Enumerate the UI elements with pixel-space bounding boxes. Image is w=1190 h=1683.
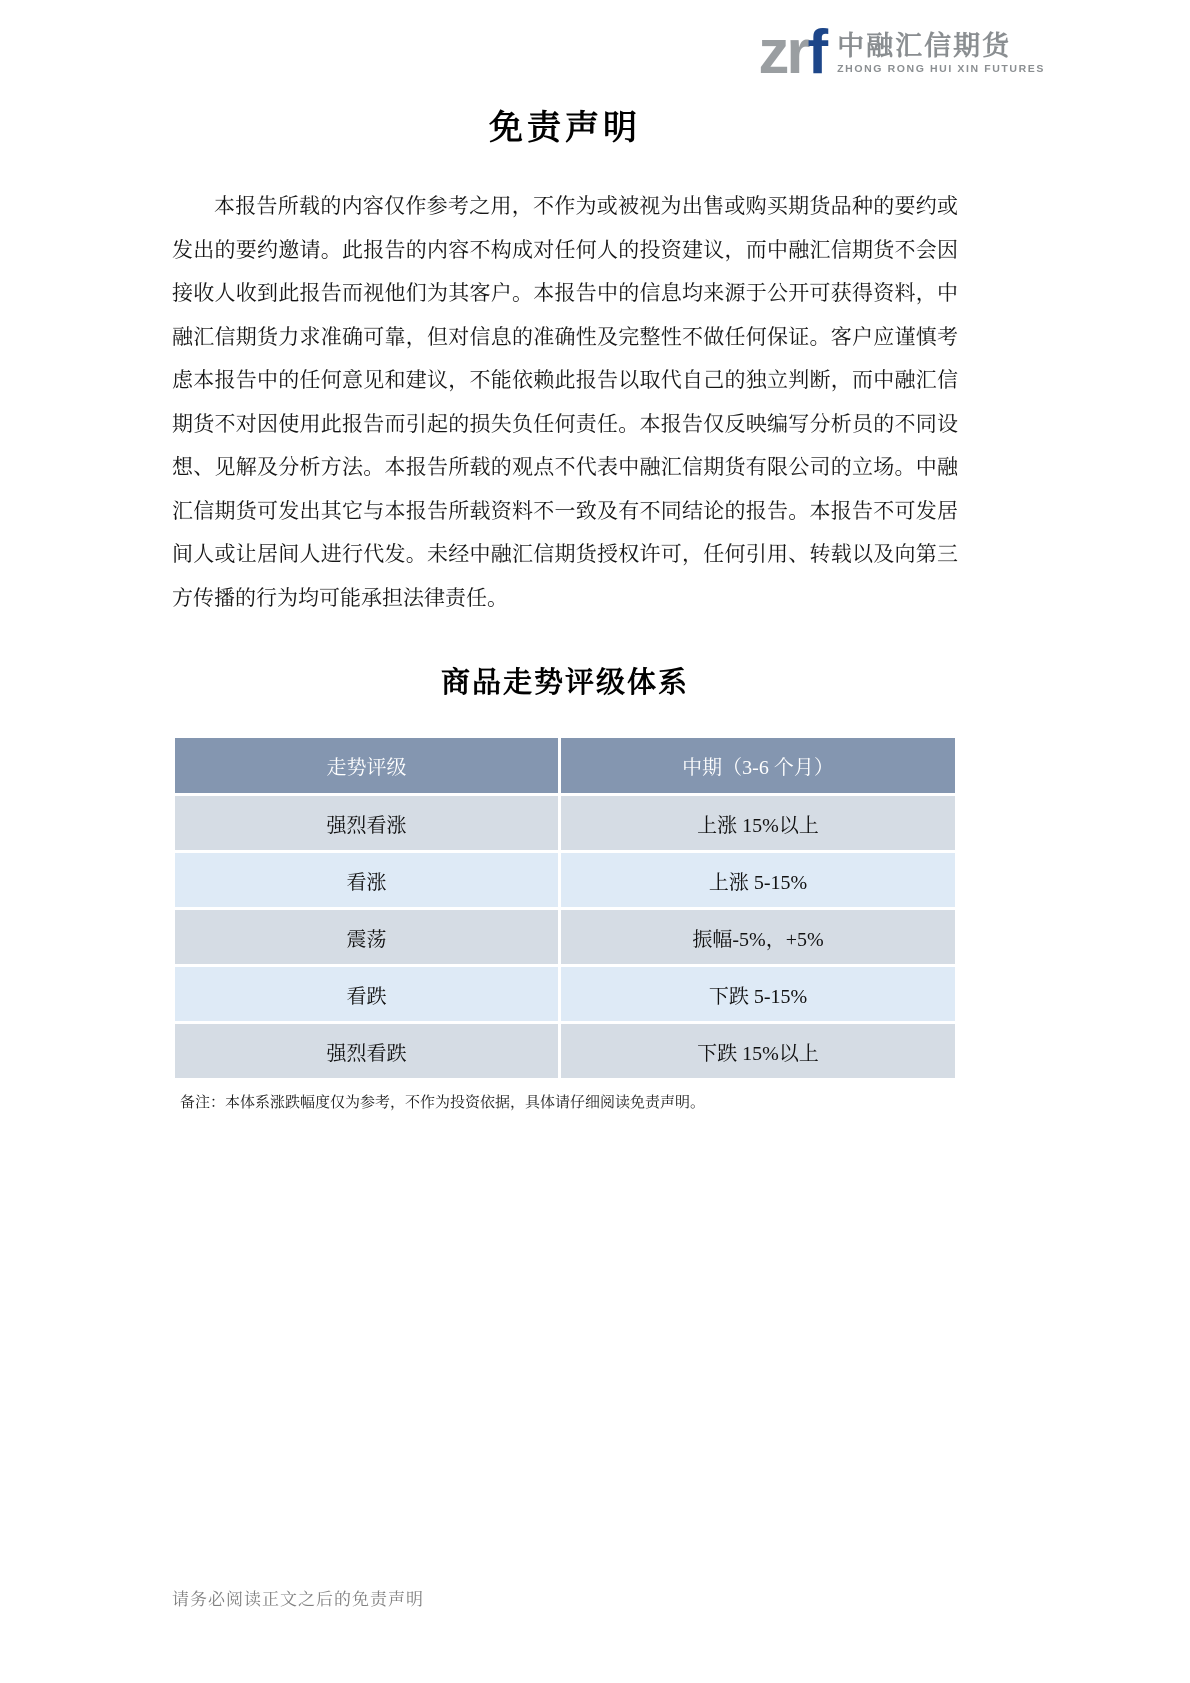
header-trend-rating: 走势评级 bbox=[174, 737, 560, 795]
rating-system-title: 商品走势评级体系 bbox=[440, 667, 689, 699]
rating-cell: 强烈看涨 bbox=[174, 795, 560, 852]
header-mid-term: 中期（3-6 个月） bbox=[560, 737, 957, 795]
rating-cell: 强烈看跌 bbox=[174, 1023, 560, 1080]
page-content bbox=[172, 0, 958, 1112]
page-title: 免责声明 bbox=[489, 110, 641, 147]
range-cell: 上涨 15%以上 bbox=[560, 795, 957, 852]
range-cell: 下跌 15%以上 bbox=[560, 1023, 957, 1080]
disclaimer-text: 本报告所载的内容仅作参考之用，不作为或被视为出售或购买期货品种的要约或发出的要约邀请。此报告的内容不构成对任何人的投资建议，而中融汇信期货不会因接收人收到此报告而视他们为其客户。本报告中的信息均来源于公开可获得资料，中融汇信期货力求准确可靠，但对信息的准确性及完整性不做任何保证。客户应谨慎考虑本报告中的任何意见和建议，不能依赖此报告以取代自己的独立判断，而中融汇信期货不对因使用此报告而引起的损失负任何责任。本报告仅反映编写分析员的不同设想、见解及分析方法。本报告所载的观点不代表中融汇信期货有限公司的立场。中融汇信期货可发出其它与本报告所载资料不一致及有不同结论的报告。本报告不可发居间人或让居间人进行代发。未经中融汇信期货授权许可，任何引用、转载以及向第三方传播的行为均可能承担法律责任。 bbox=[172, 194, 958, 610]
range-cell: 上涨 5-15% bbox=[560, 852, 957, 909]
rating-table bbox=[172, 735, 958, 1081]
table-row bbox=[174, 795, 957, 852]
table-row bbox=[174, 966, 957, 1023]
company-name-cn: 中融汇信期货 bbox=[837, 31, 1012, 61]
table-row bbox=[174, 852, 957, 909]
table-row bbox=[174, 909, 957, 966]
table-row bbox=[174, 1023, 957, 1080]
rating-cell: 看跌 bbox=[174, 966, 560, 1023]
logo-acronym-gray: zr bbox=[758, 18, 808, 87]
company-name-en: ZHONG RONG HUI XIN FUTURES bbox=[837, 63, 1045, 75]
logo-acronym-blue: f bbox=[807, 18, 826, 87]
page-footer-disclaimer: 请务必阅读正文之后的免责声明 bbox=[172, 1590, 424, 1609]
rating-cell: 震荡 bbox=[174, 909, 560, 966]
range-cell: 振幅-5%，+5% bbox=[560, 909, 957, 966]
rating-table-header-row bbox=[174, 737, 957, 795]
range-cell: 下跌 5-15% bbox=[560, 966, 957, 1023]
table-note: 备注：本体系涨跌幅度仅为参考，不作为投资依据，具体请仔细阅读免责声明。 bbox=[180, 1095, 706, 1111]
rating-cell: 看涨 bbox=[174, 852, 560, 909]
